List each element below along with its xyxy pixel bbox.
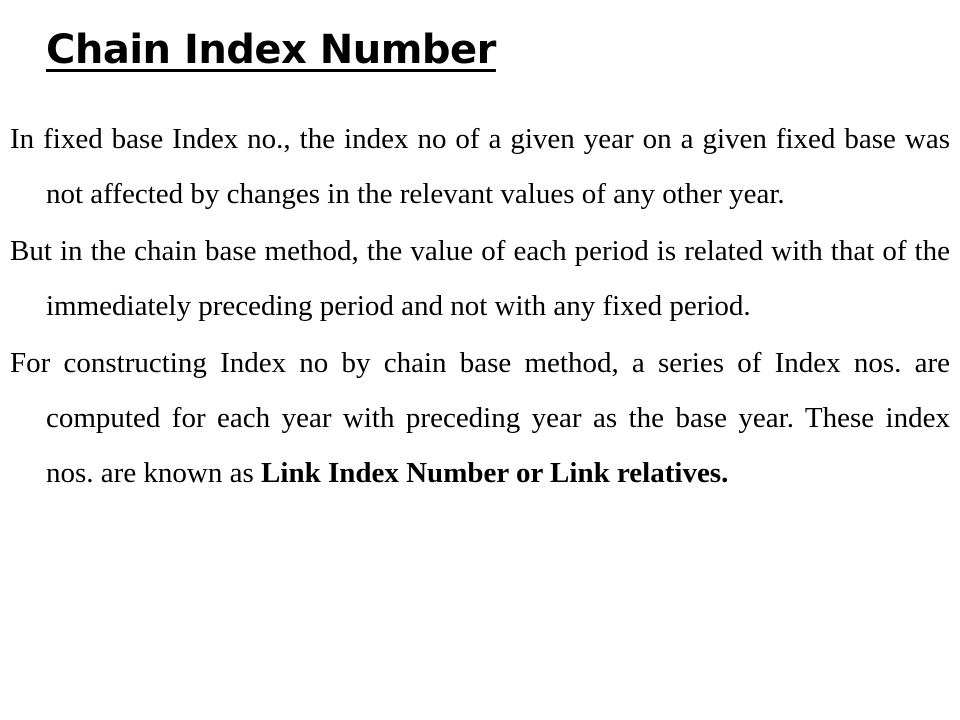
paragraph-link-relatives-text: For constructing Index no by chain base method, a series of Index nos. are computed for each year with preceding year as the base year. These index nos. are known as [10, 347, 950, 489]
paragraph-fixed-base: In fixed base Index no., the index no of a given year on a given fixed base was not affected by changes in the relevant values of any other year. [10, 123, 950, 210]
slide-body [10, 112, 950, 503]
paragraph-link-relatives [10, 336, 950, 501]
paragraph-chain-base: But in the chain base method, the value of each period is related with that of the immediately preceding period and not with any fixed period. [10, 235, 950, 322]
page-title: Chain Index Number [46, 27, 496, 73]
link-relatives-term: Link Index Number or Link relatives. [261, 457, 729, 489]
